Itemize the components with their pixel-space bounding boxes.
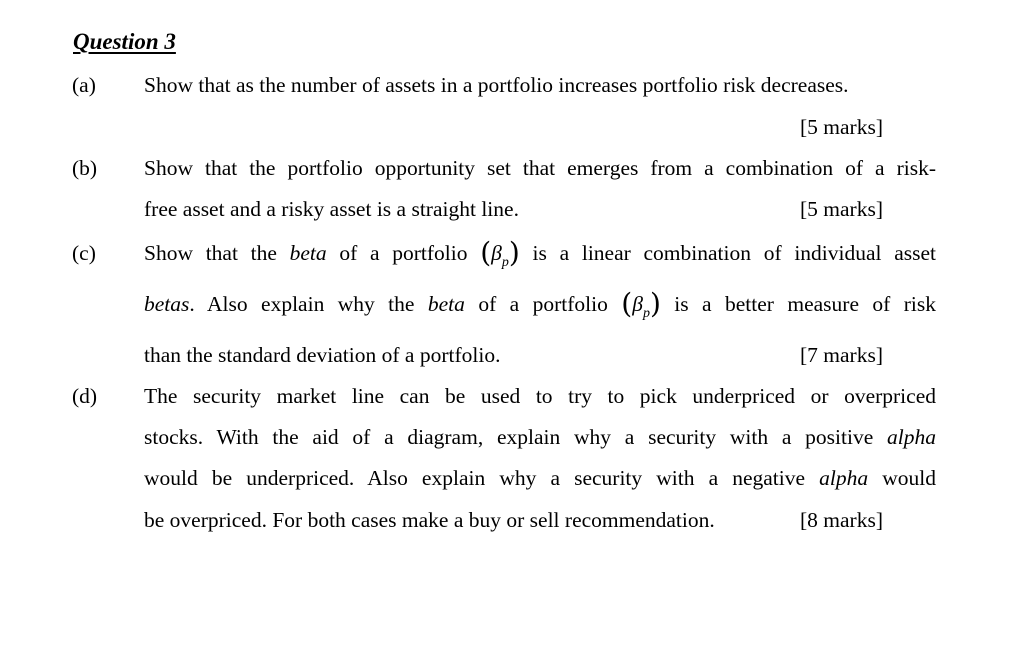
part-d-l2-alpha-word: alpha	[887, 425, 936, 449]
part-c-label: (c)	[72, 241, 96, 265]
part-b-text-line2: free asset and a risky asset is a straight line.	[144, 197, 519, 221]
part-c-text-line2	[144, 287, 936, 328]
part-d-l3-alpha-word: alpha	[819, 466, 869, 490]
part-d-l2-text: stocks. With the aid of a diagram, explain why a security with a positive	[144, 425, 874, 449]
part-c-l2-text-b: of a portfolio	[478, 292, 608, 316]
part-d-text-line4: be overpriced. For both cases make a buy or sell recommendation.	[144, 508, 715, 532]
part-d-text-line1: The security market line can be used to try to pick underpriced or overpriced	[144, 384, 936, 408]
part-d-l3-text-a: would be underpriced. Also explain why a security with a negative	[144, 466, 806, 490]
part-c-l1-text-c: is a linear combination of individual asset	[532, 241, 937, 265]
beta-p-symbol: $(\beta_p)$	[480, 236, 520, 270]
part-c-text-line1	[144, 236, 937, 277]
part-b-label: (b)	[72, 156, 98, 180]
part-d-marks: [8 marks]	[800, 508, 883, 532]
part-d-l3-text-b: would	[882, 466, 937, 490]
part-b-text-line1: Show that the portfolio opportunity set that emerges from a combination of a risk-	[144, 156, 936, 180]
part-d-text-line2	[144, 423, 936, 451]
part-c-marks: [7 marks]	[800, 343, 883, 367]
part-c-l2-text-a: . Also explain why the	[189, 292, 415, 316]
part-a-label: (a)	[72, 73, 96, 97]
part-c-l1-beta-word: beta	[289, 241, 327, 265]
part-a-marks: [5 marks]	[800, 115, 883, 139]
question-title: Question 3	[73, 29, 176, 54]
part-d-text-line3	[144, 464, 936, 492]
part-c-l2-text-c: is a better measure of risk	[674, 292, 936, 316]
part-d-label: (d)	[72, 384, 98, 408]
part-a-text: Show that as the number of assets in a portfolio increases portfolio risk decreases.	[144, 73, 849, 97]
part-c-l2-beta-word: beta	[427, 292, 465, 316]
part-c-text-line3: than the standard deviation of a portfolio.	[144, 343, 501, 367]
part-c-l1-text-b: of a portfolio	[339, 241, 468, 265]
part-c-l1-text-a: Show that the	[144, 241, 277, 265]
part-b-marks: [5 marks]	[800, 197, 883, 221]
part-c-l2-betas-word: betas	[144, 292, 190, 316]
beta-p-symbol: $(\beta_p)$	[621, 287, 661, 321]
